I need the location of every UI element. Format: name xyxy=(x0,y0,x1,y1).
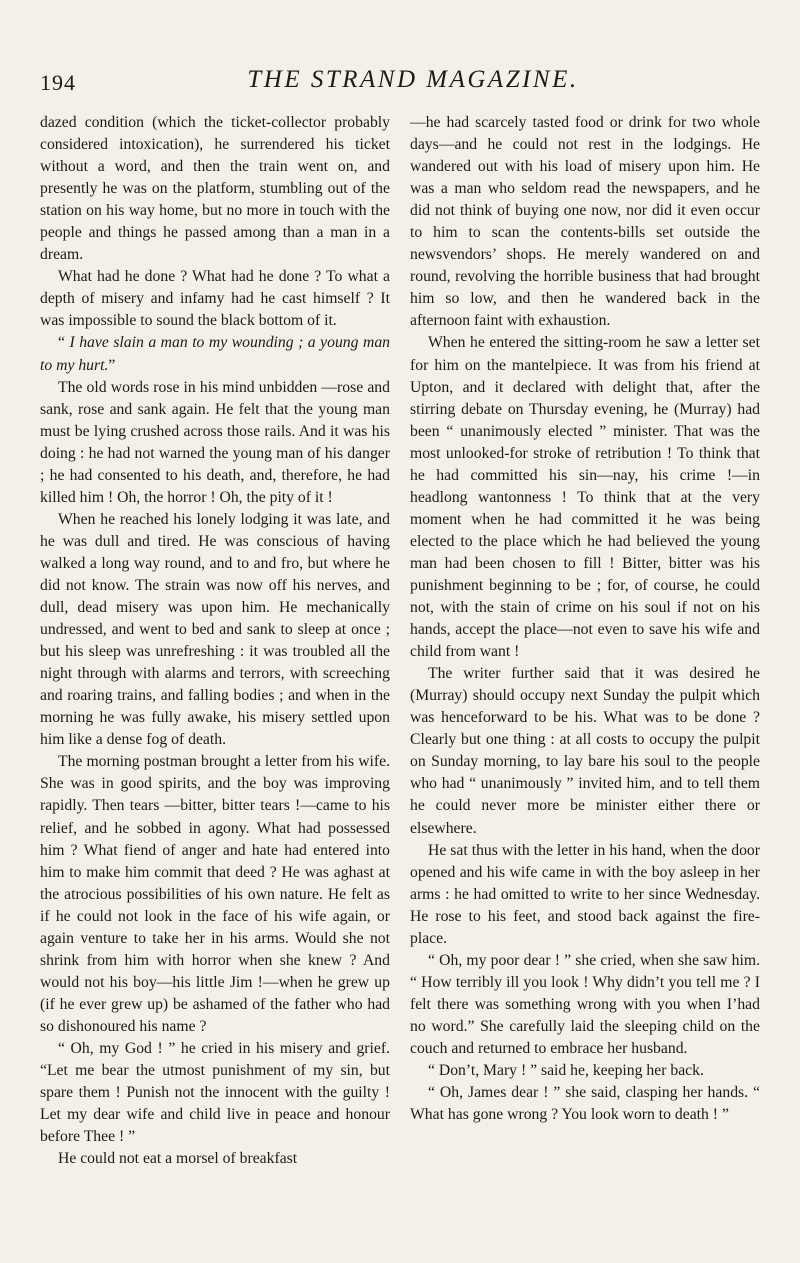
paragraph: The old words rose in his mind unbidden —rose and sank, rose and sank again. He felt that the young man must be lying crushed across those rails. And it was his doing : he had not warned the young man of his danger ; he had consented to his death, and, therefore, he had killed him ! Oh, the horror ! Oh, the pity of it ! xyxy=(40,378,390,506)
paragraph: “ Oh, my poor dear ! ” she cried, when she saw him. “ How terribly ill you look ! Why didn’t you tell me ? I felt there was something wrong with you when I’had no word.” She carefully laid the sleeping child on the couch and returned to embrace her husband. xyxy=(410,951,760,1057)
running-title: THE STRAND MAGAZINE. xyxy=(247,66,579,93)
page-number: 194 xyxy=(40,70,76,95)
paragraph: “ Oh, my God ! ” he cried in his misery and grief. “Let me bear the utmost punishment of my sin, but spare them ! Punish not the innocent with the guilty ! Let my dear wife and child live in peace and honour before Thee ! ” xyxy=(40,1039,390,1146)
paragraph: When he reached his lonely lodging it was late, and he was dull and tired. He was conscious of having walked a long way round, and to and fro, but where he did not know. The strain was now off his nerves, and dull, dead misery was upon him. He mechanically undressed, and went to bed and sank to sleep at once ; but his sleep was unrefreshing : it was troubled all the night through with alarms and terrors, with screeching and roaring trains, and falling bodies ; and when in the morning he was fully awake, his misery settled upon him like a dense fog of death. xyxy=(40,510,390,749)
paragraph: What had he done ? What had he done ? To what a depth of misery and infamy had he cast himself ? It was impossible to sound the black bottom of it. xyxy=(40,268,390,330)
quote-text: I have slain a man to my wounding ; a young man to my hurt. xyxy=(40,334,391,374)
paragraph: The writer further said that it was desired he (Murray) should occupy next Sunday the pulpit which was henceforward to be his. What was to be done ? Clearly but one thing : at all costs to occupy the pulpit on Sunday morning, to lay bare his soul to the people who had “ unanimously ” invited him, and to tell them he could never more be minister either there or elsewhere. xyxy=(410,665,760,837)
page-header xyxy=(40,66,756,106)
paragraph: He sat thus with the letter in his hand, when the door opened and his wife came in with the boy asleep in her arms : he had omitted to write to her since Wednesday. He rose to his feet, and stood back against the fire-place. xyxy=(410,841,760,947)
paragraph: “ Oh, James dear ! ” she said, clasping her hands. “ What has gone wrong ? You look worn to death ! ” xyxy=(410,1084,760,1124)
paragraph: He could not eat a morsel of breakfast xyxy=(58,1150,298,1168)
quoted-verse xyxy=(40,332,390,376)
paragraph: The morning postman brought a letter from his wife. She was in good spirits, and the boy was improving rapidly. Then tears —bitter, bitter tears !—came to his relief, and he sobbed in agony. What had possessed him ? What fiend of anger and hate had entered into him to make him commit that deed ? He was aghast at the atrocious possibilities of his own nature. He felt as if he could not look in the face of his wife again, or again venture to take her in his arms. Would she not shrink from him with horror when she knew ? And would not his boy—his little Jim !—when he grew up (if he ever grew up) be ashamed of the father who had so dishonoured his name ? xyxy=(40,753,390,1035)
paragraph: —he had scarcely tasted food or drink for two whole days—and he could not rest in the lodgings. He wandered out with his load of misery upon him. He was a man who seldom read the newspapers, and he did not think of buying one now, nor did it even occur to him to scan the contents-bills set outside the newsvendors’ shops. He merely wandered on and round, revolving the horrible business that had brought him so low, and then he wandered back in the afternoon faint with exhaustion. xyxy=(410,114,760,330)
quote-open: “ xyxy=(58,334,65,352)
quote-close: ” xyxy=(108,356,116,374)
paragraph: When he entered the sitting-room he saw a letter set for him on the mantelpiece. It was from his friend at Upton, and it declared with delight that, after the stirring debate on Thursday evening, he (Murray) had been “ unanimously elected ” minister. That was the most unlooked-for stroke of retribution ! To think that he had committed his sin—nay, his crime !—in headlong wantonness ! To think that at the very moment when he had committed it he was being elected to the place which he had believed the young man had been chosen to fill ! Bitter, bitter was his punishment beginning to be ; for, of course, he could not, with the stain of crime on his soul if not on his hands, accept the place—not even to save his wife and child from want ! xyxy=(410,334,760,661)
paragraph: “ Don’t, Mary ! ” said he, keeping her back. xyxy=(428,1062,704,1080)
left-column xyxy=(40,112,390,1170)
paragraph: dazed condition (which the ticket-collector probably considered intoxication), he surrendered his ticket without a word, and then the train went on, and presently he was on the platform, stumbling out of the station on his way home, but no more in touch with the people and things he passed among than a man in a dream. xyxy=(40,114,390,264)
right-column xyxy=(410,112,760,1126)
